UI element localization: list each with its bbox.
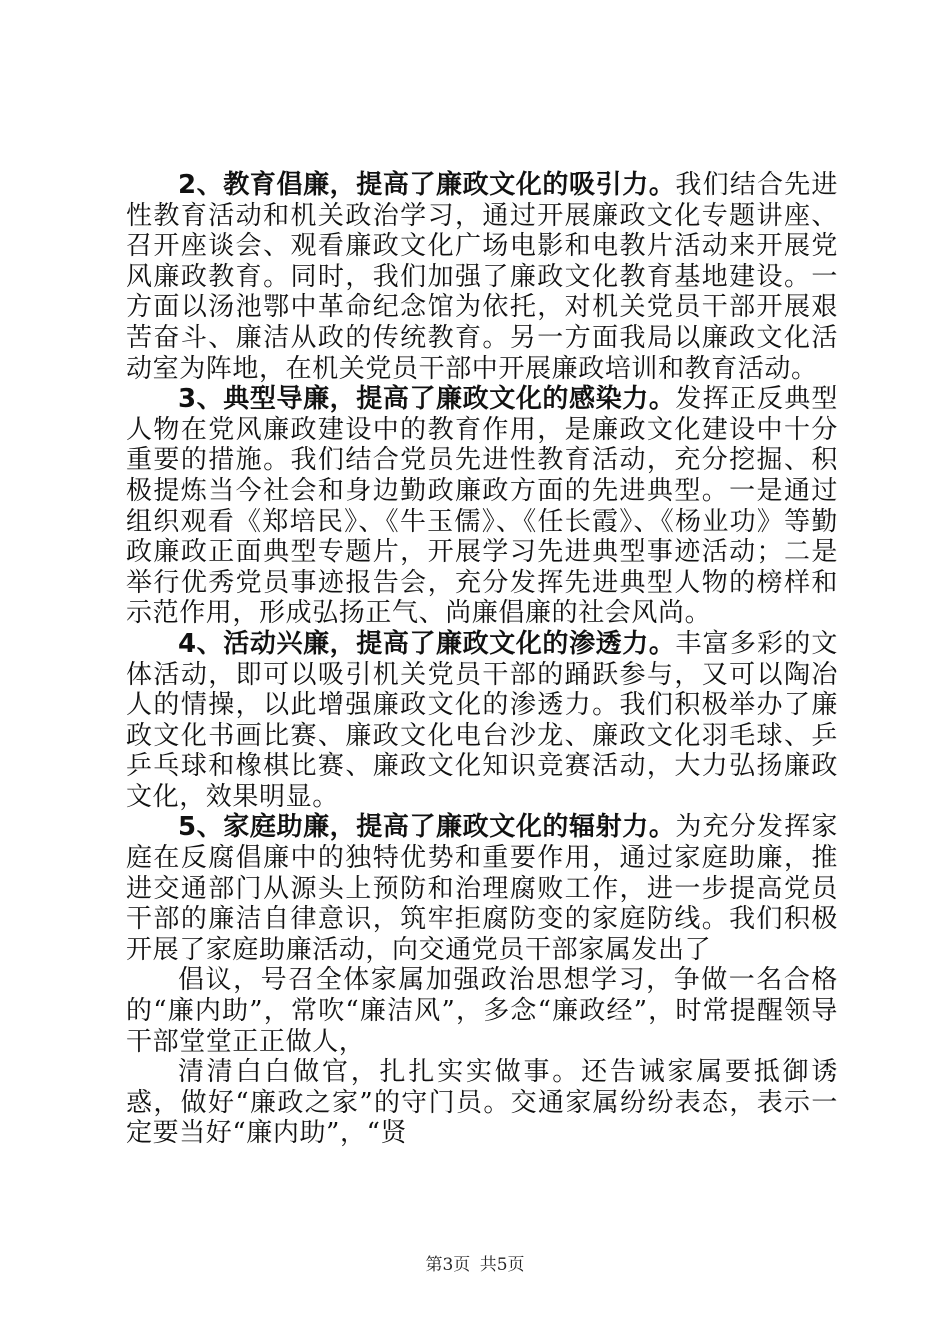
paragraph-text: 清清白白做官，扎扎实实做事。还告诫家属要抵御诱惑，做好“廉政之家”的守门员。交通家属纷纷表态，表示一定要当好“廉内助”，“贤 (126, 1057, 838, 1149)
paragraph-heading: 3、典型导廉，提高了廉政文化的感染力。 (178, 384, 676, 415)
paragraph-heading: 4、活动兴廉，提高了廉政文化的渗透力。 (178, 628, 676, 659)
document-body (126, 170, 838, 1149)
page-footer (0, 1250, 950, 1275)
paragraph-text: 倡议，号召全体家属加强政治思想学习，争做一名合格的“廉内助”，常吹“廉洁风”，多念“廉政经”，时常提醒领导干部堂堂正正做人， (126, 965, 838, 1057)
paragraph-text: 丰富多彩的文体活动，即可以吸引机关党员干部的踊跃参与，又可以陶冶人的情操，以此增强廉政文化的渗透力。我们积极举办了廉政文化书画比赛、廉政文化电台沙龙、廉政文化羽毛球、乒乒乓球和橡棋比赛、廉政文化知识竞赛活动，大力弘扬廉政文化，效果明显。 (126, 628, 839, 812)
paragraph-text: 为充分发挥家庭在反腐倡廉中的独特优势和重要作用，通过家庭助廉，推进交通部门从源头上预防和治理腐败工作，进一步提高党员干部的廉洁自律意识，筑牢拒腐防变的家庭防线。我们积极开展了家庭助廉活动，向交通党员干部家属发出了 (126, 812, 839, 965)
paragraph-5 (126, 812, 838, 965)
paragraph-2 (126, 170, 838, 384)
paragraph-3 (126, 384, 838, 629)
paragraph-text: 我们结合先进性教育活动和机关政治学习，通过开展廉政文化专题讲座、召开座谈会、观看廉政文化广场电影和电教片活动来开展党风廉政教育。同时，我们加强了廉政文化教育基地建设。一方面以汤池鄂中革命纪念馆为依托，对机关党员干部开展艰苦奋斗、廉洁从政的传统教育。另一方面我局以廉政文化活动室为阵地，在机关党员干部中开展廉政培训和教育活动。 (126, 170, 839, 384)
paragraph-text: 发挥正反典型人物在党风廉政建设中的教育作用，是廉政文化建设中十分重要的措施。我们结合党员先进性教育活动，充分挖掘、积极提炼当今社会和身边勤政廉政方面的先进典型。一是通过组织观看《郑培民》、《牛玉儒》、《任长霞》、《杨业功》等勤政廉政正面典型专题片，开展学习先进典型事迹活动；二是举行优秀党员事迹报告会，充分发挥先进典型人物的榜样和示范作用，形成弘扬正气、尚廉倡廉的社会风尚。 (126, 384, 839, 629)
paragraph-heading: 5、家庭助廉，提高了廉政文化的辐射力。 (178, 812, 676, 843)
paragraph-continuation-2 (126, 1057, 838, 1149)
paragraph-continuation-1 (126, 965, 838, 1057)
page-total: 共5页 (479, 1255, 525, 1275)
page-number: 第3页 (425, 1255, 471, 1275)
paragraph-heading: 2、教育倡廉，提高了廉政文化的吸引力。 (178, 170, 676, 200)
paragraph-4 (126, 629, 838, 813)
